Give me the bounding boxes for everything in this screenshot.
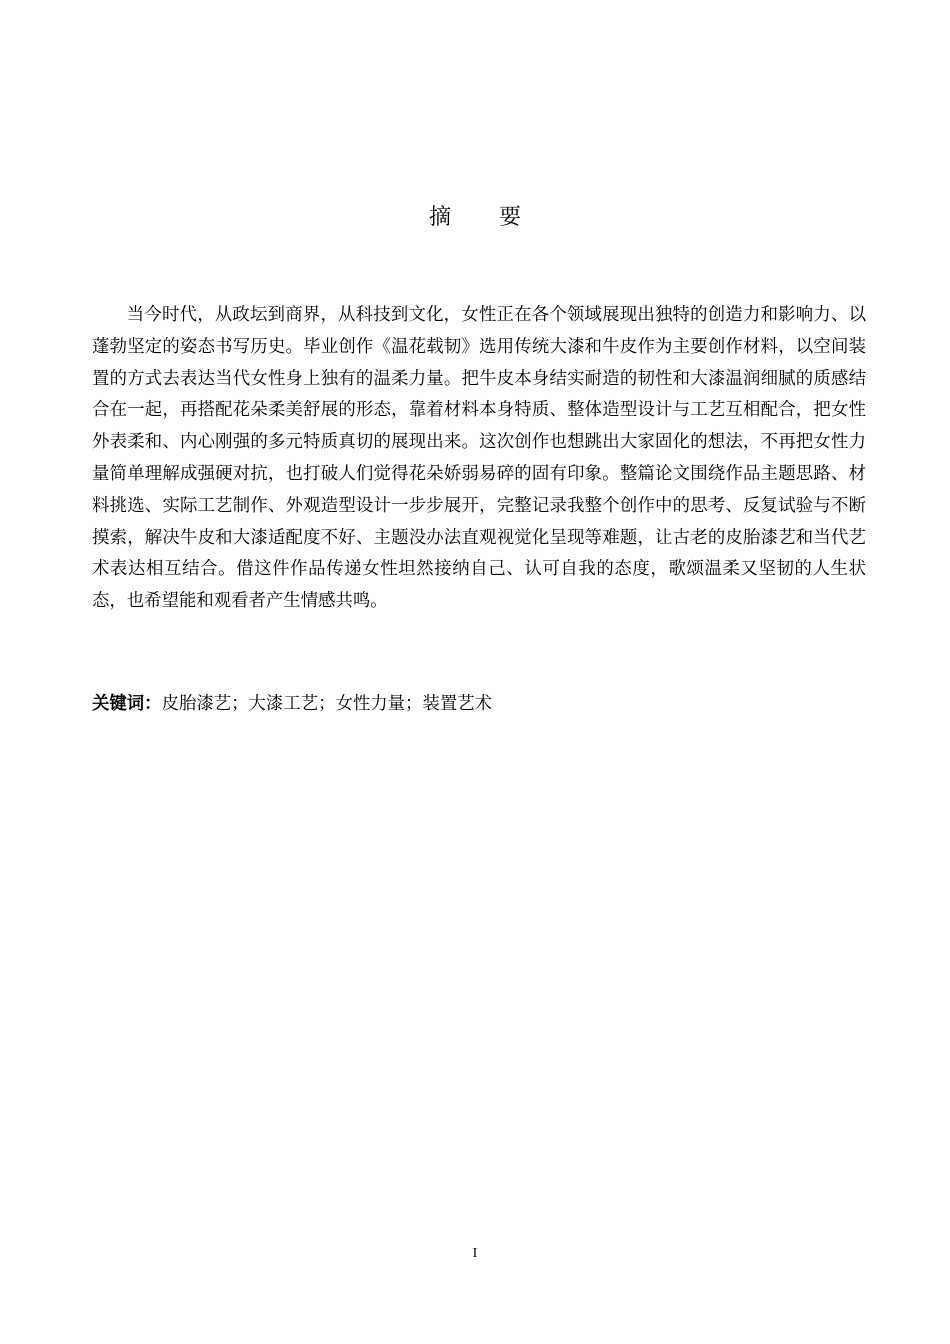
abstract-title: 摘要 xyxy=(428,205,569,230)
abstract-body: 当今时代，从政坛到商界，从科技到文化，女性正在各个领域展现出独特的创造力和影响力、以蓬勃坚定的姿态书写历史。毕业创作《温花载韧》选用传统大漆和牛皮作为主要创作材料，以空间装置的方式去表达当代女性身上独有的温柔力量。把牛皮本身结实耐造的韧性和大漆温润细腻的质感结合在一起，再搭配花朵柔美舒展的形态，靠着材料本身特质、整体造型设计与工艺互相配合，把女性外表柔和、内心刚强的多元特质真切的展现出来。这次创作也想跳出大家固化的想法，不再把女性力量简单理解成强硬对抗，也打破人们觉得花朵娇弱易碎的固有印象。整篇论文围绕作品主题思路、材料挑选、实际工艺制作、外观造型设计一步步展开，完整记录我整个创作中的思考、反复试验与不断摸索，解决牛皮和大漆适配度不好、主题没办法直观视觉化呈现等难题，让古老的皮胎漆艺和当代艺术表达相互结合。借这件作品传递女性坦然接纳自己、认可自我的态度，歌颂温柔又坚韧的人生状态，也希望能和观看者产生情感共鸣。 xyxy=(92,305,866,612)
page-number: I xyxy=(472,1246,478,1261)
keywords-line xyxy=(92,689,866,719)
keywords-label: 关键词： xyxy=(92,694,162,714)
keywords-list: 皮胎漆艺；大漆工艺；女性力量；装置艺术 xyxy=(161,694,493,714)
